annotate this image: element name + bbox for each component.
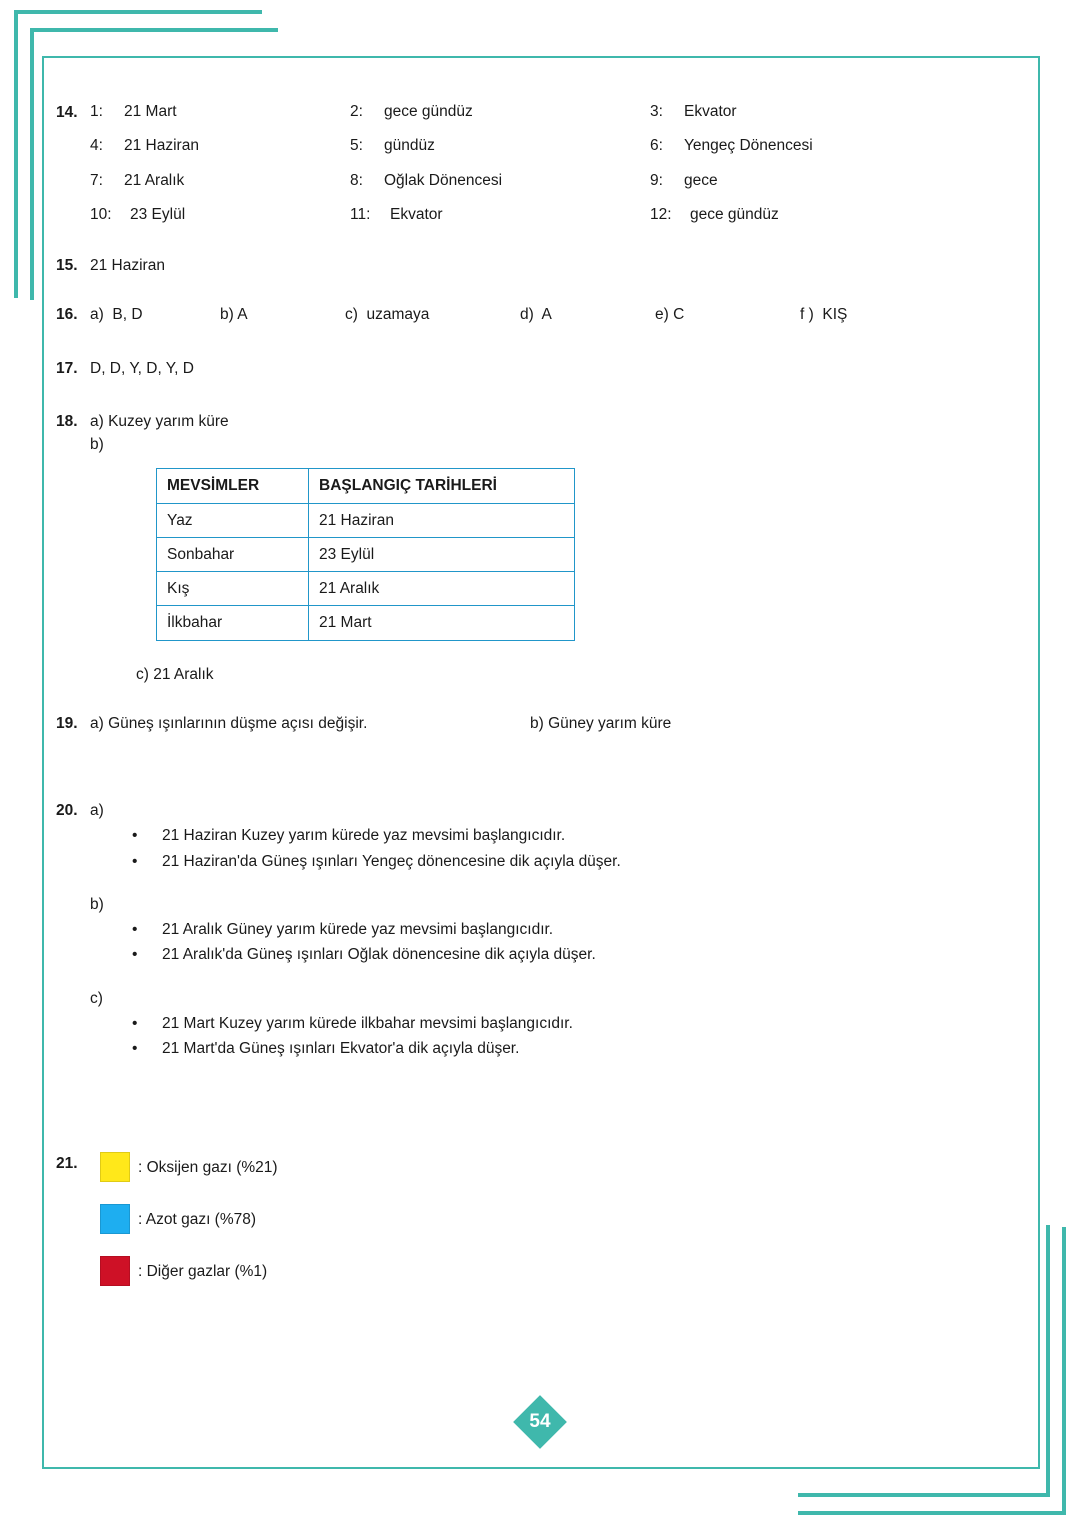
- answer-14-key: 11:: [350, 205, 371, 223]
- answer-15-text: 21 Haziran: [90, 257, 165, 274]
- color-swatch-red: [100, 1256, 130, 1286]
- answer-20-a-label: a): [90, 802, 104, 819]
- answer-20-c-label: c): [90, 989, 103, 1007]
- decor-left-rule-inner: [30, 28, 34, 300]
- legend-item-nitrogen: [100, 1204, 278, 1234]
- list-item: [126, 943, 1020, 966]
- list-item: [126, 1012, 1020, 1035]
- answer-19-a: a) Güneş ışınlarının düşme açısı değişir.: [90, 714, 368, 732]
- list-item: [126, 850, 1020, 873]
- answer-20-c-bullets: [126, 1012, 1020, 1061]
- table-header-cell: BAŞLANGIÇ TARİHLERİ: [309, 469, 575, 503]
- question-number-19: 19.: [56, 714, 78, 732]
- answer-14-value: Yengeç Dönencesi: [684, 137, 813, 155]
- decor-top-left-rule-inner: [30, 28, 278, 32]
- seasons-table-wrapper: [156, 468, 1020, 640]
- seasons-table: [156, 468, 575, 640]
- legend-item-other-gases: [100, 1256, 278, 1286]
- answer-16-option: e) C: [655, 306, 685, 324]
- answer-14-entry: [650, 169, 1020, 192]
- answer-14-key: 12:: [650, 205, 672, 223]
- bullet-text: 21 Haziran Kuzey yarım kürede yaz mevsimi başlangıcıdır.: [162, 827, 566, 845]
- question-number-16: 16.: [56, 306, 78, 324]
- bullet-text: 21 Aralık'da Güneş ışınları Oğlak dönencesine dik açıyla düşer.: [162, 946, 596, 964]
- decor-right-rule-outer: [1062, 1227, 1066, 1515]
- table-cell-season: İlkbahar: [157, 606, 309, 640]
- bullet-icon: •: [132, 1014, 138, 1032]
- answer-16-option: f ) KIŞ: [800, 306, 848, 324]
- answer-14-entry: [90, 203, 350, 226]
- answer-20-b-bullets: [126, 918, 1020, 967]
- question-number-14: 14.: [56, 104, 78, 121]
- question-number-15: 15.: [56, 257, 78, 274]
- answer-14-key: 9:: [650, 171, 663, 189]
- table-cell-season: Kış: [157, 572, 309, 606]
- answer-14-key: 3:: [650, 103, 663, 120]
- decor-top-left-rule-outer: [14, 10, 262, 14]
- answer-14-value: gece gündüz: [384, 103, 473, 120]
- answer-14-key: 8:: [350, 171, 363, 189]
- answer-item-18: [56, 410, 1020, 686]
- answer-18-c: c) 21 Aralık: [136, 665, 214, 683]
- answer-18-a: a) Kuzey yarım küre: [90, 412, 229, 430]
- bullet-icon: •: [132, 852, 138, 870]
- legend-label: : Azot gazı (%78): [138, 1210, 257, 1228]
- decor-bottom-right-rule-inner: [798, 1493, 1050, 1497]
- answer-16-option: b) A: [220, 306, 248, 324]
- answer-14-entry: [650, 134, 1020, 157]
- table-cell-date: 21 Aralık: [309, 572, 575, 606]
- answer-14-entry: [350, 134, 650, 157]
- bullet-text: 21 Mart Kuzey yarım kürede ilkbahar mevsimi başlangıcıdır.: [162, 1014, 573, 1032]
- answer-14-key: 1:: [90, 103, 103, 120]
- table-cell-season: Sonbahar: [157, 537, 309, 571]
- answer-14-value: Oğlak Dönencesi: [384, 171, 503, 189]
- answer-16-option: a) B, D: [90, 306, 143, 324]
- table-header-row: [157, 469, 575, 503]
- bullet-icon: •: [132, 1040, 138, 1057]
- answer-item-15: [56, 254, 1020, 277]
- table-cell-date: 21 Mart: [309, 606, 575, 640]
- answer-14-value: 21 Aralık: [124, 171, 185, 189]
- page-number-badge: [513, 1395, 567, 1449]
- answer-18-b-label: b): [90, 436, 104, 453]
- answer-14-entry: [350, 100, 650, 123]
- table-row: [157, 537, 575, 571]
- answer-key-content: [56, 100, 1020, 1407]
- list-item: [126, 1037, 1020, 1060]
- gas-legend: [100, 1152, 278, 1308]
- decor-left-rule-outer: [14, 10, 18, 298]
- answer-item-17: [56, 357, 1020, 380]
- table-row: [157, 606, 575, 640]
- answer-20-a-bullets: [126, 824, 1020, 873]
- answer-19-b: b) Güney yarım küre: [530, 714, 672, 732]
- question-number-17: 17.: [56, 359, 78, 377]
- answer-14-entry: [350, 203, 650, 226]
- color-swatch-yellow: [100, 1152, 130, 1182]
- answer-14-key: 10:: [90, 205, 112, 223]
- bullet-text: 21 Aralık Güney yarım kürede yaz mevsimi başlangıcıdır.: [162, 921, 554, 938]
- list-item: [126, 918, 1020, 941]
- answer-item-19: [56, 712, 1020, 735]
- legend-item-oxygen: [100, 1152, 278, 1182]
- answer-14-value: gündüz: [384, 137, 435, 155]
- question-number-21: 21.: [56, 1155, 78, 1173]
- table-cell-season: Yaz: [157, 503, 309, 537]
- answer-17-text: D, D, Y, D, Y, D: [90, 359, 194, 377]
- answer-14-entry: [650, 203, 1020, 226]
- answer-16-option: d) A: [520, 306, 552, 324]
- answer-14-key: 2:: [350, 103, 363, 120]
- table-cell-date: 23 Eylül: [309, 537, 575, 571]
- question-number-18: 18.: [56, 412, 78, 430]
- answer-20-b-label: b): [90, 895, 104, 913]
- answer-14-entry: [650, 100, 1020, 123]
- answer-14-key: 5:: [350, 137, 363, 155]
- answer-14-entry: [90, 134, 350, 157]
- answer-14-entry: [90, 169, 350, 192]
- table-cell-date: 21 Haziran: [309, 503, 575, 537]
- table-header-cell: MEVSİMLER: [157, 469, 309, 503]
- answer-item-14: [56, 100, 1020, 226]
- bullet-icon: •: [132, 921, 138, 938]
- answer-14-key: 4:: [90, 137, 103, 155]
- table-row: [157, 572, 575, 606]
- answer-item-21: [56, 1152, 1020, 1308]
- answer-14-key: 7:: [90, 171, 103, 189]
- answer-14-entry: [350, 169, 650, 192]
- answer-14-value: Ekvator: [390, 205, 443, 223]
- answer-14-value: 21 Haziran: [124, 137, 199, 155]
- answer-item-16: [56, 303, 1020, 326]
- legend-label: : Diğer gazlar (%1): [138, 1262, 268, 1280]
- answer-14-value: 21 Mart: [124, 103, 177, 120]
- bullet-text: 21 Mart'da Güneş ışınları Ekvator'a dik açıyla düşer.: [162, 1040, 520, 1057]
- decor-right-rule-inner: [1046, 1225, 1050, 1497]
- answer-14-entry: [90, 100, 350, 123]
- legend-label: : Oksijen gazı (%21): [138, 1158, 278, 1176]
- page-number: 54: [529, 1411, 551, 1432]
- question-number-20: 20.: [56, 802, 78, 819]
- table-row: [157, 503, 575, 537]
- answer-14-value: Ekvator: [684, 103, 737, 120]
- color-swatch-blue: [100, 1204, 130, 1234]
- answer-14-value: gece: [684, 171, 718, 189]
- answer-14-key: 6:: [650, 137, 663, 155]
- answer-item-20: [56, 799, 1020, 1060]
- bullet-text: 21 Haziran'da Güneş ışınları Yengeç dönencesine dik açıyla düşer.: [162, 852, 621, 870]
- answer-14-value: 23 Eylül: [130, 205, 186, 223]
- list-item: [126, 824, 1020, 847]
- decor-bottom-right-rule-outer: [798, 1511, 1066, 1515]
- bullet-icon: •: [132, 946, 138, 964]
- answer-14-value: gece gündüz: [690, 205, 779, 223]
- bullet-icon: •: [132, 827, 138, 845]
- answer-16-option: c) uzamaya: [345, 306, 430, 324]
